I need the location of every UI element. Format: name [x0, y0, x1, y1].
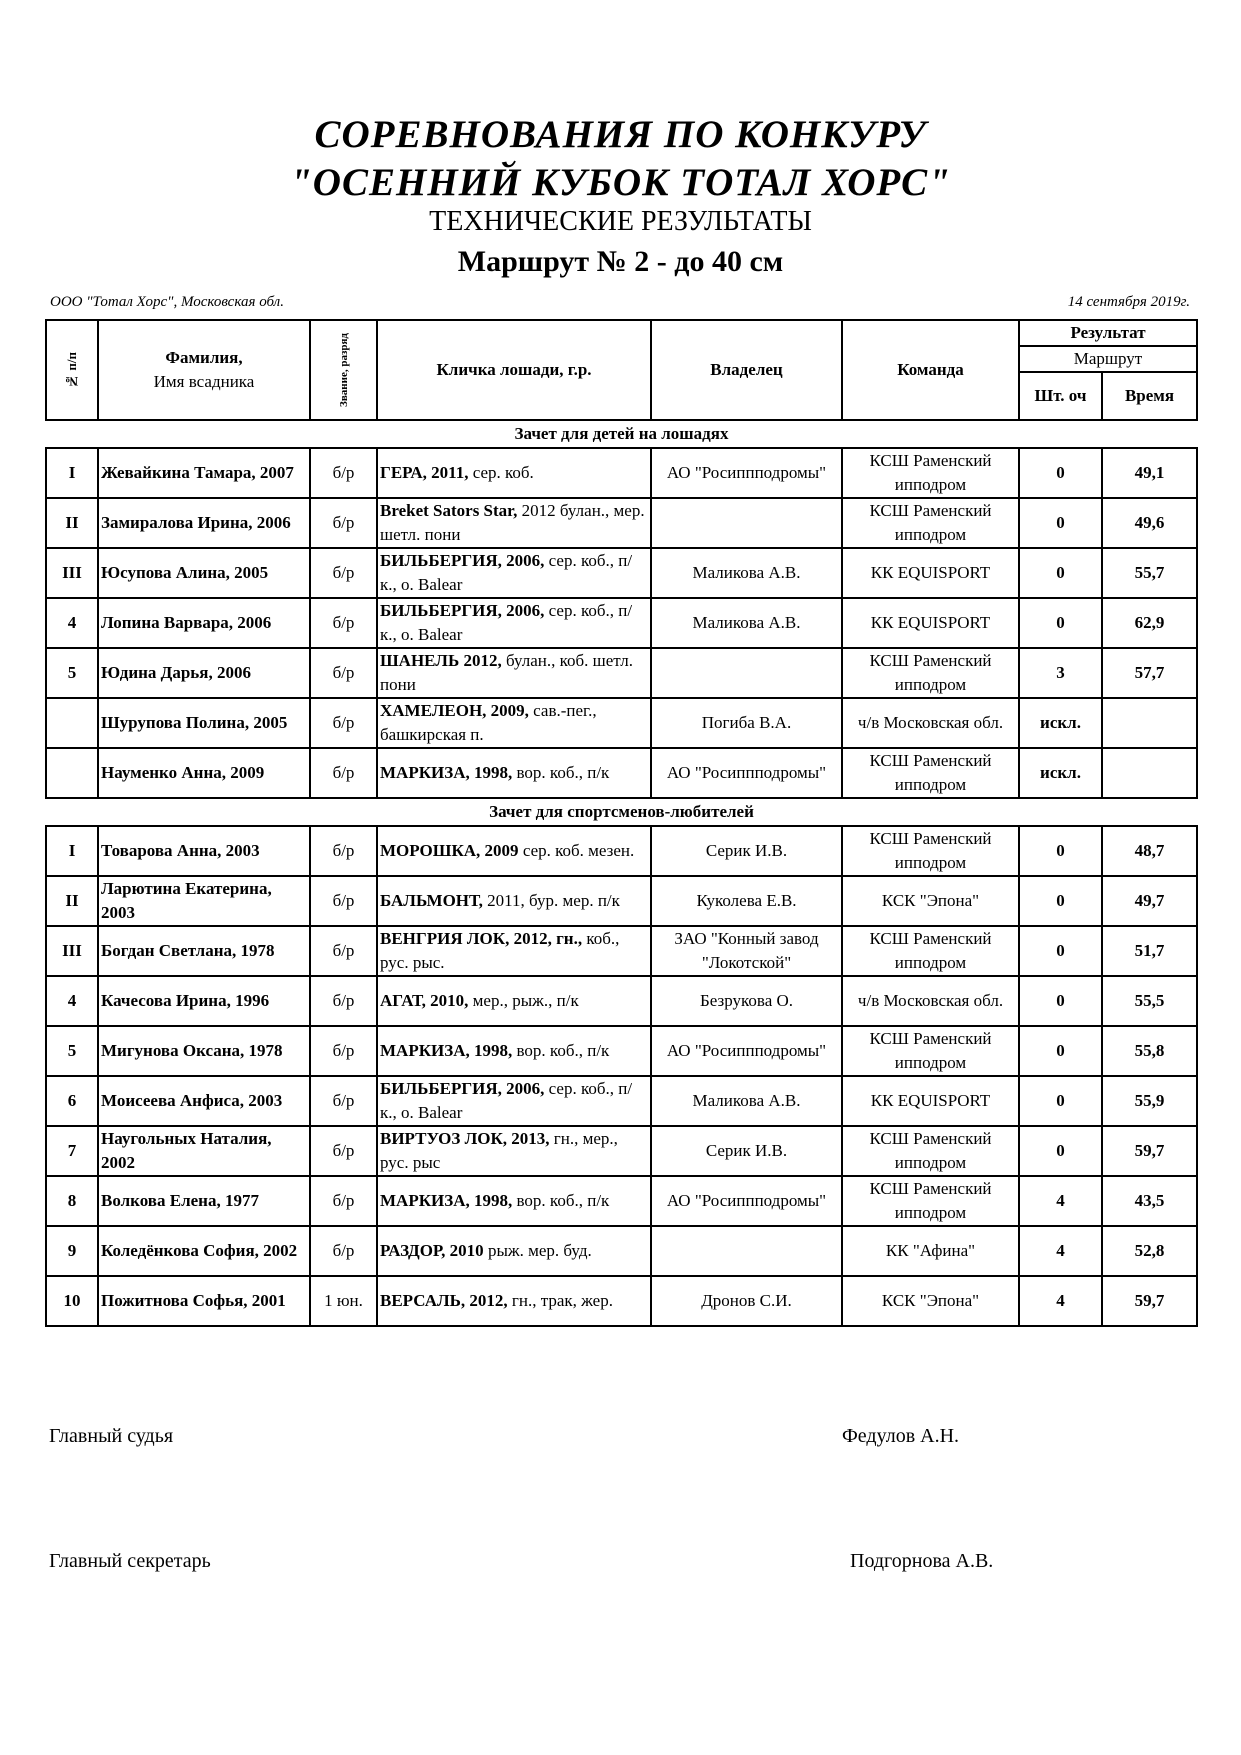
table-row [46, 498, 1197, 548]
place-cell: III [46, 548, 98, 598]
rank-cell: б/р [310, 1026, 377, 1076]
owner-cell: Серик И.В. [651, 1126, 842, 1176]
rank-cell: б/р [310, 1076, 377, 1126]
table-row [46, 1076, 1197, 1126]
owner-cell: Маликова А.В. [651, 548, 842, 598]
rider-cell: Товарова Анна, 2003 [98, 826, 310, 876]
team-cell: КСШ Раменский ипподром [842, 926, 1019, 976]
team-cell: ч/в Московская обл. [842, 976, 1019, 1026]
horse-cell [377, 598, 651, 648]
rider-cell: Юдина Дарья, 2006 [98, 648, 310, 698]
rank-cell: б/р [310, 648, 377, 698]
rank-cell: б/р [310, 598, 377, 648]
place-cell: I [46, 448, 98, 498]
time-cell: 49,1 [1102, 448, 1197, 498]
faults-cell: 0 [1019, 498, 1102, 548]
horse-details: гн., мер., рус. рыс [380, 1129, 618, 1172]
horse-name: БИЛЬБЕРГИЯ, 2006, [380, 1079, 545, 1098]
horse-cell [377, 1226, 651, 1276]
horse-name: ГЕРА, 2011, [380, 463, 469, 482]
faults-cell: 0 [1019, 976, 1102, 1026]
table-row [46, 1176, 1197, 1226]
team-cell: КСШ Раменский ипподром [842, 748, 1019, 798]
place-cell: 7 [46, 1126, 98, 1176]
horse-details: гн., трак, жер. [507, 1291, 613, 1310]
horse-name: Breket Satоrs Star, [380, 501, 518, 520]
section-header-row [46, 420, 1197, 448]
col-owner-header: Владелец [651, 320, 842, 420]
rider-cell: Пожитнова Софья, 2001 [98, 1276, 310, 1326]
doc-title-line2: "ОСЕННИЙ КУБОК ТОТАЛ ХОРС" [290, 161, 951, 204]
horse-name: БИЛЬБЕРГИЯ, 2006, [380, 601, 545, 620]
horse-cell [377, 1076, 651, 1126]
col-route-header: Маршрут [1019, 346, 1197, 372]
owner-cell [651, 1226, 842, 1276]
owner-cell: Маликова А.В. [651, 598, 842, 648]
place-cell: 5 [46, 1026, 98, 1076]
time-cell: 43,5 [1102, 1176, 1197, 1226]
place-cell: II [46, 876, 98, 926]
horse-details: сер. коб. [468, 463, 534, 482]
horse-name: РАЗДОР, 2010 [380, 1241, 484, 1260]
owner-cell: ЗАО "Конный завод "Локотской" [651, 926, 842, 976]
header-row-1 [46, 320, 1197, 346]
col-rider-label-1: Фамилия, [165, 348, 243, 367]
team-cell: КСШ Раменский ипподром [842, 448, 1019, 498]
horse-name: АГАТ, 2010, [380, 991, 469, 1010]
horse-cell [377, 976, 651, 1026]
faults-cell: 0 [1019, 548, 1102, 598]
rider-cell: Жевайкина Тамара, 2007 [98, 448, 310, 498]
table-row [46, 1026, 1197, 1076]
section-title: Зачет для спортсменов-любителей [46, 798, 1197, 826]
rank-cell: б/р [310, 1226, 377, 1276]
horse-details: вор. коб., п/к [512, 1191, 610, 1210]
table-row [46, 698, 1197, 748]
faults-cell: 0 [1019, 876, 1102, 926]
rider-cell: Качесова Ирина, 1996 [98, 976, 310, 1026]
team-cell: КСШ Раменский ипподром [842, 1126, 1019, 1176]
section-title: Зачет для детей на лошадях [46, 420, 1197, 448]
rider-cell: Юсупова Алина, 2005 [98, 548, 310, 598]
horse-details: сер. коб. мезен. [518, 841, 635, 860]
faults-cell: 4 [1019, 1226, 1102, 1276]
team-cell: КСШ Раменский ипподром [842, 826, 1019, 876]
rank-cell: б/р [310, 876, 377, 926]
horse-name: ХАМЕЛЕОН, 2009, [380, 701, 529, 720]
owner-cell: Куколева Е.В. [651, 876, 842, 926]
table-row [46, 876, 1197, 926]
place-cell: 9 [46, 1226, 98, 1276]
faults-cell: 0 [1019, 1076, 1102, 1126]
owner-cell: Маликова А.В. [651, 1076, 842, 1126]
col-rank-label: Звание, разряд [337, 333, 350, 407]
time-cell: 55,7 [1102, 548, 1197, 598]
place-cell: III [46, 926, 98, 976]
rider-cell: Богдан Светлана, 1978 [98, 926, 310, 976]
team-cell: КСШ Раменский ипподром [842, 498, 1019, 548]
horse-details: вор. коб., п/к [512, 763, 610, 782]
event-date: 14 сентября 2019г. [1067, 294, 1190, 310]
team-cell: ч/в Московская обл. [842, 698, 1019, 748]
faults-cell: 0 [1019, 926, 1102, 976]
doc-subtitle: ТЕХНИЧЕСКИЕ РЕЗУЛЬТАТЫ [429, 206, 812, 237]
faults-cell: 0 [1019, 598, 1102, 648]
time-cell: 48,7 [1102, 826, 1197, 876]
rider-cell: Ларютина Екатерина, 2003 [98, 876, 310, 926]
results-table [45, 319, 1198, 1327]
col-team-header: Команда [842, 320, 1019, 420]
table-row [46, 548, 1197, 598]
place-cell [46, 748, 98, 798]
horse-name: ВЕРСАЛЬ, 2012, [380, 1291, 508, 1310]
rank-cell: б/р [310, 976, 377, 1026]
rider-cell: Науменко Анна, 2009 [98, 748, 310, 798]
rank-cell: б/р [310, 1176, 377, 1226]
col-num-header [46, 320, 98, 420]
horse-cell [377, 826, 651, 876]
place-cell [46, 698, 98, 748]
horse-details: сер. коб., п/к., о. Balear [380, 601, 633, 644]
col-result-header: Результат [1019, 320, 1197, 346]
place-cell: II [46, 498, 98, 548]
team-cell: КК EQUISPORT [842, 548, 1019, 598]
time-cell: 62,9 [1102, 598, 1197, 648]
faults-cell: 3 [1019, 648, 1102, 698]
team-cell: КСШ Раменский ипподром [842, 1026, 1019, 1076]
organizer: ООО "Тотал Хорс", Московская обл. [50, 294, 284, 310]
place-cell: 4 [46, 598, 98, 648]
rider-cell: Волкова Елена, 1977 [98, 1176, 310, 1226]
place-cell: 8 [46, 1176, 98, 1226]
horse-cell [377, 1026, 651, 1076]
rank-cell: б/р [310, 448, 377, 498]
rider-cell: Моисеева Анфиса, 2003 [98, 1076, 310, 1126]
rider-cell: Коледёнкова София, 2002 [98, 1226, 310, 1276]
horse-details: 2011, бур. мер. п/к [482, 891, 620, 910]
owner-cell: АО "Росиппподромы" [651, 1176, 842, 1226]
horse-details: булан., коб. шетл. пони [380, 651, 634, 694]
route-title: Маршрут № 2 - до 40 см [457, 245, 784, 278]
rank-cell: б/р [310, 498, 377, 548]
place-cell: 4 [46, 976, 98, 1026]
section-header-row [46, 798, 1197, 826]
horse-details: сер. коб., п/к., о. Balear [380, 1079, 633, 1122]
rank-cell: б/р [310, 926, 377, 976]
owner-cell: АО "Росиппподромы" [651, 448, 842, 498]
owner-cell: Серик И.В. [651, 826, 842, 876]
place-cell: 6 [46, 1076, 98, 1126]
team-cell: КСК "Эпона" [842, 1276, 1019, 1326]
place-cell: I [46, 826, 98, 876]
horse-cell [377, 1176, 651, 1226]
col-rider-label-2: Имя всадника [153, 372, 255, 391]
rider-cell: Замиралова Ирина, 2006 [98, 498, 310, 548]
horse-name: МАРКИЗА, 1998, [380, 763, 513, 782]
col-time-header: Время [1102, 372, 1197, 420]
chief-secretary-role: Главный секретарь [49, 1550, 211, 1572]
horse-name: БИЛЬБЕРГИЯ, 2006, [380, 551, 545, 570]
faults-cell: искл. [1019, 748, 1102, 798]
table-row [46, 748, 1197, 798]
col-num-label: № п/п [64, 351, 79, 389]
horse-cell [377, 1276, 651, 1326]
rank-cell: б/р [310, 748, 377, 798]
time-cell: 49,7 [1102, 876, 1197, 926]
owner-cell: Погиба В.А. [651, 698, 842, 748]
horse-details: сав.-пег., башкирская п. [380, 701, 597, 744]
team-cell: КК "Афина" [842, 1226, 1019, 1276]
owner-cell [651, 498, 842, 548]
chief-judge-name: Федулов А.Н. [842, 1425, 960, 1447]
rider-cell: Шурупова Полина, 2005 [98, 698, 310, 748]
horse-details: рыж. мер. буд. [483, 1241, 592, 1260]
horse-name: ВЕНГРИЯ ЛОК, 2012, гн., [380, 929, 583, 948]
owner-cell [651, 648, 842, 698]
horse-cell [377, 1126, 651, 1176]
horse-cell [377, 448, 651, 498]
horse-cell [377, 698, 651, 748]
table-row [46, 598, 1197, 648]
col-rank-header [310, 320, 377, 420]
time-cell: 59,7 [1102, 1276, 1197, 1326]
faults-cell: 4 [1019, 1176, 1102, 1226]
horse-name: ВИРТУОЗ ЛОК, 2013, [380, 1129, 550, 1148]
table-row [46, 976, 1197, 1026]
rank-cell: б/р [310, 548, 377, 598]
time-cell: 49,6 [1102, 498, 1197, 548]
owner-cell: АО "Росиппподромы" [651, 748, 842, 798]
chief-secretary-name: Подгорнова А.В. [850, 1550, 994, 1572]
team-cell: КК EQUISPORT [842, 1076, 1019, 1126]
owner-cell: Дронов С.И. [651, 1276, 842, 1326]
horse-details: коб., рус. рыс. [380, 929, 620, 972]
results-body [46, 320, 1197, 1326]
time-cell: 55,8 [1102, 1026, 1197, 1076]
time-cell [1102, 748, 1197, 798]
time-cell: 55,9 [1102, 1076, 1197, 1126]
horse-cell [377, 926, 651, 976]
team-cell: КСК "Эпона" [842, 876, 1019, 926]
doc-title-line1: СОРЕВНОВАНИЯ ПО КОНКУРУ [314, 113, 927, 156]
table-row [46, 1226, 1197, 1276]
table-row [46, 826, 1197, 876]
time-cell: 55,5 [1102, 976, 1197, 1026]
horse-details: сер. коб., п/к., о. Balear [380, 551, 633, 594]
place-cell: 10 [46, 1276, 98, 1326]
horse-name: МОРОШКА, 2009 [380, 841, 519, 860]
horse-cell [377, 748, 651, 798]
horse-name: БАЛЬМОНТ, [380, 891, 483, 910]
faults-cell: 0 [1019, 1126, 1102, 1176]
horse-cell [377, 648, 651, 698]
faults-cell: искл. [1019, 698, 1102, 748]
table-row [46, 926, 1197, 976]
rider-cell: Мигунова Оксана, 1978 [98, 1026, 310, 1076]
horse-details: вор. коб., п/к [512, 1041, 610, 1060]
chief-judge-role: Главный судья [49, 1425, 174, 1447]
time-cell [1102, 698, 1197, 748]
col-rider-header [98, 320, 310, 420]
table-row [46, 448, 1197, 498]
rank-cell: 1 юн. [310, 1276, 377, 1326]
team-cell: КСШ Раменский ипподром [842, 648, 1019, 698]
horse-cell [377, 876, 651, 926]
horse-name: МАРКИЗА, 1998, [380, 1041, 513, 1060]
horse-details: мер., рыж., п/к [468, 991, 579, 1010]
horse-cell [377, 498, 651, 548]
col-faults-header: Шт. оч [1019, 372, 1102, 420]
time-cell: 59,7 [1102, 1126, 1197, 1176]
faults-cell: 0 [1019, 448, 1102, 498]
horse-name: МАРКИЗА, 1998, [380, 1191, 513, 1210]
rider-cell: Лопина Варвара, 2006 [98, 598, 310, 648]
table-row [46, 648, 1197, 698]
owner-cell: АО "Росиппподромы" [651, 1026, 842, 1076]
owner-cell: Безрукова О. [651, 976, 842, 1026]
table-row [46, 1126, 1197, 1176]
time-cell: 57,7 [1102, 648, 1197, 698]
horse-details: 2012 булан., мер. шетл. пони [380, 501, 645, 544]
rank-cell: б/р [310, 826, 377, 876]
team-cell: КСШ Раменский ипподром [842, 1176, 1019, 1226]
time-cell: 52,8 [1102, 1226, 1197, 1276]
rank-cell: б/р [310, 1126, 377, 1176]
rank-cell: б/р [310, 698, 377, 748]
horse-name: ШАНЕЛЬ 2012, [380, 651, 502, 670]
faults-cell: 0 [1019, 1026, 1102, 1076]
place-cell: 5 [46, 648, 98, 698]
time-cell: 51,7 [1102, 926, 1197, 976]
col-horse-header: Кличка лошади, г.р. [377, 320, 651, 420]
team-cell: КК EQUISPORT [842, 598, 1019, 648]
rider-cell: Наугольных Наталия, 2002 [98, 1126, 310, 1176]
faults-cell: 0 [1019, 826, 1102, 876]
horse-cell [377, 548, 651, 598]
table-row [46, 1276, 1197, 1326]
faults-cell: 4 [1019, 1276, 1102, 1326]
